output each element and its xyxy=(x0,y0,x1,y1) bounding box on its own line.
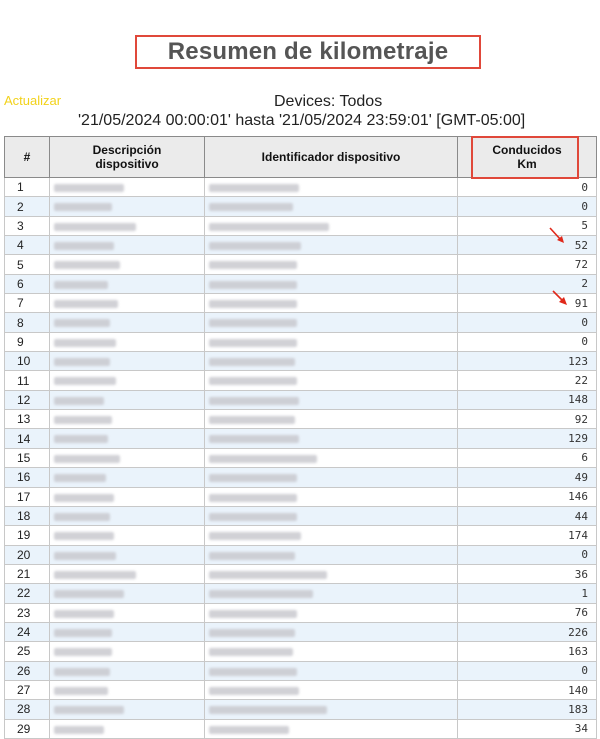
redacted-description xyxy=(54,552,116,560)
device-identifier-cell xyxy=(205,468,458,487)
redacted-description xyxy=(54,455,120,463)
row-index: 15 xyxy=(5,448,50,467)
device-identifier-cell xyxy=(205,584,458,603)
row-index: 17 xyxy=(5,487,50,506)
device-identifier-cell xyxy=(205,371,458,390)
row-index: 25 xyxy=(5,642,50,661)
device-identifier-cell xyxy=(205,545,458,564)
redacted-identifier xyxy=(209,319,297,327)
table-row[interactable] xyxy=(5,294,597,313)
table-row[interactable] xyxy=(5,545,597,564)
column-header-index[interactable]: # xyxy=(5,137,50,178)
table-row[interactable] xyxy=(5,371,597,390)
device-description-cell xyxy=(50,294,205,313)
device-description-cell xyxy=(50,429,205,448)
redacted-identifier xyxy=(209,300,297,308)
table-row[interactable] xyxy=(5,216,597,235)
row-index: 18 xyxy=(5,506,50,525)
device-description-cell xyxy=(50,216,205,235)
redacted-identifier xyxy=(209,455,317,463)
km-driven-cell: 36 xyxy=(458,564,597,583)
redacted-description xyxy=(54,203,112,211)
redacted-description xyxy=(54,300,118,308)
table-row[interactable] xyxy=(5,506,597,525)
devices-label: Devices: Todos xyxy=(274,93,383,110)
km-driven-cell: 0 xyxy=(458,197,597,216)
km-driven-cell: 52 xyxy=(458,236,597,255)
column-header-km-label: Conducidos Km xyxy=(492,143,562,171)
device-description-cell xyxy=(50,545,205,564)
km-driven-cell: 1 xyxy=(458,584,597,603)
redacted-description xyxy=(54,397,104,405)
row-index: 10 xyxy=(5,352,50,371)
table-row[interactable] xyxy=(5,178,597,197)
km-driven-cell: 0 xyxy=(458,178,597,197)
redacted-identifier xyxy=(209,532,301,540)
redacted-identifier xyxy=(209,261,297,269)
redacted-identifier xyxy=(209,397,299,405)
redacted-identifier xyxy=(209,281,297,289)
km-driven-cell: 22 xyxy=(458,371,597,390)
device-description-cell xyxy=(50,506,205,525)
device-identifier-cell xyxy=(205,236,458,255)
km-driven-cell: 183 xyxy=(458,700,597,719)
km-driven-cell: 49 xyxy=(458,468,597,487)
table-row[interactable] xyxy=(5,197,597,216)
table-row[interactable] xyxy=(5,468,597,487)
km-driven-cell: 6 xyxy=(458,448,597,467)
table-row[interactable] xyxy=(5,274,597,293)
device-identifier-cell xyxy=(205,564,458,583)
device-description-cell xyxy=(50,661,205,680)
device-description-cell xyxy=(50,448,205,467)
device-identifier-cell xyxy=(205,197,458,216)
table-row[interactable] xyxy=(5,584,597,603)
device-identifier-cell xyxy=(205,429,458,448)
redacted-description xyxy=(54,358,110,366)
device-description-cell xyxy=(50,526,205,545)
table-row[interactable] xyxy=(5,700,597,719)
redacted-identifier xyxy=(209,687,299,695)
redacted-identifier xyxy=(209,552,295,560)
redacted-description xyxy=(54,494,114,502)
redacted-identifier xyxy=(209,706,327,714)
redacted-description xyxy=(54,474,106,482)
mileage-table xyxy=(4,136,597,739)
redacted-identifier xyxy=(209,435,299,443)
redacted-description xyxy=(54,590,124,598)
table-row[interactable] xyxy=(5,719,597,738)
redacted-description xyxy=(54,687,108,695)
table-row[interactable] xyxy=(5,642,597,661)
redacted-identifier xyxy=(209,648,293,656)
row-index: 11 xyxy=(5,371,50,390)
row-index: 22 xyxy=(5,584,50,603)
device-identifier-cell xyxy=(205,274,458,293)
table-row[interactable] xyxy=(5,487,597,506)
redacted-description xyxy=(54,319,110,327)
table-row[interactable] xyxy=(5,661,597,680)
redacted-identifier xyxy=(209,629,295,637)
device-description-cell xyxy=(50,197,205,216)
device-identifier-cell xyxy=(205,603,458,622)
table-row[interactable] xyxy=(5,448,597,467)
table-row[interactable] xyxy=(5,352,597,371)
date-range-label: '21/05/2024 00:00:01' hasta '21/05/2024 23:59:01' [GMT-05:00] xyxy=(78,112,526,129)
table-row[interactable] xyxy=(5,410,597,429)
table-body xyxy=(5,178,597,739)
table-row[interactable] xyxy=(5,603,597,622)
row-index: 16 xyxy=(5,468,50,487)
redacted-description xyxy=(54,706,124,714)
device-identifier-cell xyxy=(205,642,458,661)
row-index: 19 xyxy=(5,526,50,545)
row-index: 4 xyxy=(5,236,50,255)
km-driven-cell: 0 xyxy=(458,313,597,332)
device-identifier-cell xyxy=(205,506,458,525)
column-header-km[interactable] xyxy=(458,137,597,178)
device-description-cell xyxy=(50,680,205,699)
redacted-identifier xyxy=(209,377,297,385)
device-description-cell xyxy=(50,622,205,641)
redacted-identifier xyxy=(209,726,289,734)
km-driven-cell: 44 xyxy=(458,506,597,525)
km-driven-cell: 5 xyxy=(458,216,597,235)
refresh-link[interactable]: Actualizar xyxy=(4,93,62,108)
km-driven-cell: 140 xyxy=(458,680,597,699)
redacted-description xyxy=(54,513,110,521)
redacted-description xyxy=(54,726,104,734)
table-row[interactable] xyxy=(5,313,597,332)
redacted-description xyxy=(54,281,108,289)
device-description-cell xyxy=(50,487,205,506)
row-index: 24 xyxy=(5,622,50,641)
redacted-description xyxy=(54,223,136,231)
redacted-description xyxy=(54,242,114,250)
km-driven-cell: 0 xyxy=(458,332,597,351)
device-description-cell xyxy=(50,642,205,661)
table-header-row xyxy=(5,137,597,178)
device-identifier-cell xyxy=(205,700,458,719)
device-identifier-cell xyxy=(205,410,458,429)
redacted-identifier xyxy=(209,571,327,579)
redacted-description xyxy=(54,377,116,385)
km-driven-cell: 148 xyxy=(458,390,597,409)
km-driven-cell: 2 xyxy=(458,274,597,293)
device-description-cell xyxy=(50,236,205,255)
row-index: 12 xyxy=(5,390,50,409)
device-description-cell xyxy=(50,410,205,429)
redacted-description xyxy=(54,339,116,347)
table-row[interactable] xyxy=(5,680,597,699)
table-row[interactable] xyxy=(5,390,597,409)
table-row[interactable] xyxy=(5,564,597,583)
redacted-description xyxy=(54,532,114,540)
redacted-identifier xyxy=(209,474,297,482)
table-row[interactable] xyxy=(5,526,597,545)
km-driven-cell: 123 xyxy=(458,352,597,371)
row-index: 23 xyxy=(5,603,50,622)
device-identifier-cell xyxy=(205,216,458,235)
device-description-cell xyxy=(50,371,205,390)
row-index: 3 xyxy=(5,216,50,235)
device-identifier-cell xyxy=(205,526,458,545)
row-index: 13 xyxy=(5,410,50,429)
redacted-description xyxy=(54,571,136,579)
redacted-identifier xyxy=(209,339,297,347)
device-description-cell xyxy=(50,390,205,409)
km-driven-cell: 72 xyxy=(458,255,597,274)
km-driven-cell: 174 xyxy=(458,526,597,545)
row-index: 1 xyxy=(5,178,50,197)
redacted-identifier xyxy=(209,494,297,502)
column-header-identifier[interactable]: Identificador dispositivo xyxy=(205,137,458,178)
device-description-cell xyxy=(50,700,205,719)
device-identifier-cell xyxy=(205,448,458,467)
column-header-description[interactable]: Descripción dispositivo xyxy=(50,137,205,178)
table-row[interactable] xyxy=(5,429,597,448)
redacted-description xyxy=(54,648,112,656)
row-index: 20 xyxy=(5,545,50,564)
device-description-cell xyxy=(50,332,205,351)
device-identifier-cell xyxy=(205,352,458,371)
device-description-cell xyxy=(50,313,205,332)
page-title: Resumen de kilometraje xyxy=(135,35,481,69)
device-identifier-cell xyxy=(205,661,458,680)
device-identifier-cell xyxy=(205,294,458,313)
device-identifier-cell xyxy=(205,390,458,409)
row-index: 14 xyxy=(5,429,50,448)
km-driven-cell: 92 xyxy=(458,410,597,429)
row-index: 5 xyxy=(5,255,50,274)
redacted-identifier xyxy=(209,610,297,618)
redacted-identifier xyxy=(209,590,313,598)
device-description-cell xyxy=(50,255,205,274)
redacted-description xyxy=(54,629,112,637)
km-driven-cell: 146 xyxy=(458,487,597,506)
table-row[interactable] xyxy=(5,236,597,255)
device-description-cell xyxy=(50,178,205,197)
row-index: 2 xyxy=(5,197,50,216)
device-description-cell xyxy=(50,274,205,293)
table-row[interactable] xyxy=(5,255,597,274)
device-description-cell xyxy=(50,468,205,487)
km-driven-cell: 76 xyxy=(458,603,597,622)
row-index: 8 xyxy=(5,313,50,332)
redacted-description xyxy=(54,261,120,269)
table-row[interactable] xyxy=(5,622,597,641)
redacted-identifier xyxy=(209,416,295,424)
redacted-description xyxy=(54,416,112,424)
km-driven-cell: 226 xyxy=(458,622,597,641)
device-identifier-cell xyxy=(205,487,458,506)
row-index: 21 xyxy=(5,564,50,583)
device-description-cell xyxy=(50,584,205,603)
km-driven-cell: 163 xyxy=(458,642,597,661)
device-description-cell xyxy=(50,564,205,583)
redacted-identifier xyxy=(209,358,295,366)
device-identifier-cell xyxy=(205,178,458,197)
redacted-identifier xyxy=(209,242,301,250)
km-driven-cell: 34 xyxy=(458,719,597,738)
row-index: 29 xyxy=(5,719,50,738)
redacted-description xyxy=(54,184,124,192)
device-description-cell xyxy=(50,603,205,622)
redacted-description xyxy=(54,610,114,618)
redacted-identifier xyxy=(209,203,293,211)
row-index: 26 xyxy=(5,661,50,680)
km-driven-cell: 0 xyxy=(458,661,597,680)
device-identifier-cell xyxy=(205,719,458,738)
device-identifier-cell xyxy=(205,622,458,641)
km-driven-cell: 91 xyxy=(458,294,597,313)
redacted-identifier xyxy=(209,184,299,192)
redacted-description xyxy=(54,435,108,443)
redacted-identifier xyxy=(209,668,297,676)
device-identifier-cell xyxy=(205,332,458,351)
device-identifier-cell xyxy=(205,313,458,332)
redacted-identifier xyxy=(209,513,297,521)
redacted-identifier xyxy=(209,223,329,231)
row-index: 9 xyxy=(5,332,50,351)
redacted-description xyxy=(54,668,110,676)
mileage-table-container xyxy=(4,136,596,739)
row-index: 7 xyxy=(5,294,50,313)
device-identifier-cell xyxy=(205,680,458,699)
device-description-cell xyxy=(50,719,205,738)
row-index: 27 xyxy=(5,680,50,699)
device-description-cell xyxy=(50,352,205,371)
km-driven-cell: 0 xyxy=(458,545,597,564)
row-index: 6 xyxy=(5,274,50,293)
km-driven-cell: 129 xyxy=(458,429,597,448)
table-row[interactable] xyxy=(5,332,597,351)
device-identifier-cell xyxy=(205,255,458,274)
row-index: 28 xyxy=(5,700,50,719)
